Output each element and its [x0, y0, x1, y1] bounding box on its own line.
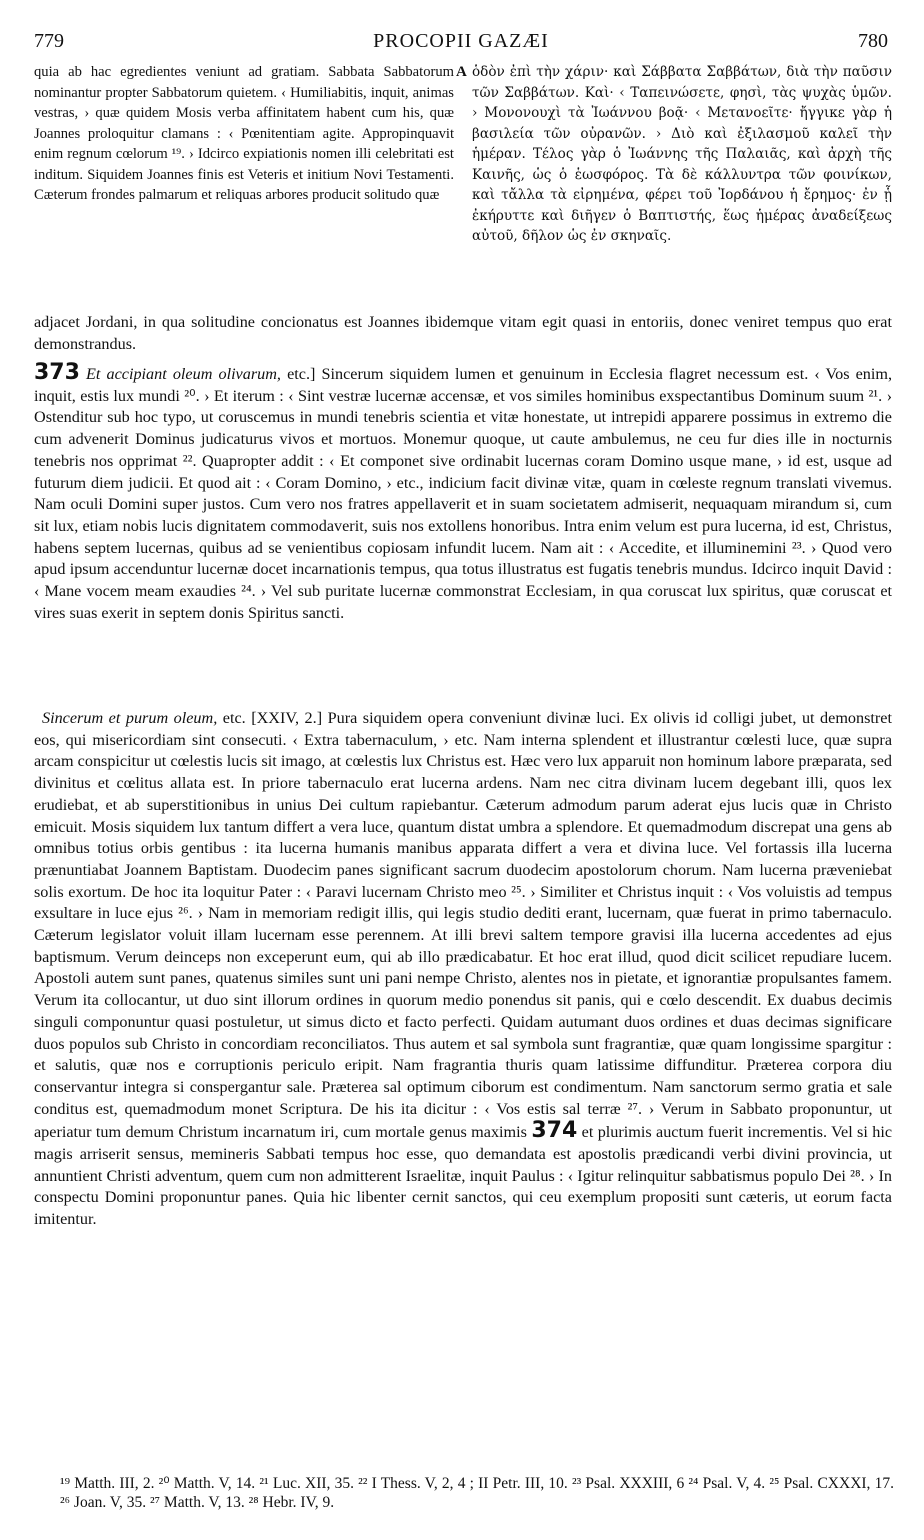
lemma: Sincerum et purum oleum,	[42, 709, 218, 727]
footnotes-text: ¹⁹ Matth. III, 2. ²⁰ Matth. V, 14. ²¹ Luc. XII, 35. ²² I Thess. V, 2, 4 ; II Petr. III, 10. ²³ Psal. XXXIII, 6 ²⁴ Psal. V, 4. ²⁵ Psal. CXXXI, 17. ²⁶ Joan. V, 35. ²⁷ Matth. V, 13. ²⁸ Hebr. IV, 9.	[60, 1475, 894, 1511]
paragraph-text: etc. [XXIV, 2.] Pura siquidem opera conveniunt divinæ luci. Ex olivis id colligi jubet, ut demonstret eos, qui misericordiam sint consecuti. ‹ Extra tabernaculum, › etc. Nam interna splendent et illustrantur cœlesti luce, quæ supra arcam conspicitur ut cœlestis lucis sit imago, at cœlestis lux Christus est. Hæc vero lux apparuit non hominum labore præparata, sed divinitus et cœlitus allata est. In priore tabernaculo erat lucerna ardens. Nam nec citra divinam lucem degebant illi, quos lex erudiebat, et ab superstitionibus in unius Dei cultum rapiebantur. Cæterum admodum parum aderat ejus lucis quæ in Christo emicuit. Mosis siquidem lux tantum differt a vera luce, quantum distat umbra a splendore. Et quemadmodum discrepat una gens ab omnibus totius orbis gentibus : ita lucerna humanis manibus apparata differt a vera et divina luce. Vel fortassis illa lucerna prænuntiabat Joannem Baptistam. Duodecim panes significant sacrum duodecim apostolorum chorum. Nam lucerna præveniebat solis exortum. De hoc ita loquitur Pater : ‹ Paravi lucernam Christo meo ²⁵. › Similiter et Christus inquit : ‹ Vos voluistis ad tempus exsultare in luce ejus ²⁶. › Nam in memoriam redigit illis, qui legis studio dediti erant, lucernam, quæ fuerat in primo tabernaculo. Cæterum legislator voluit illam lucernam esse perennem. At illi brevi saltem tempore gravisi illa lucerna accedentes ad ejus baptismum. Verum deinceps non exceperunt eum, qui ab illo prædicabatur. Et hoc erat illud, quod dicit scilicet repudiare lucem. Apostoli autem sunt panes, quatenus similes sunt uni pani nempe Christo, alentes nos in pietate, et ignorantiæ propulsantes famem. Verum ita collocantur, ut duo sint illorum ordines in quorum medio ponendus sit panis, qui e cœlo descendit. Ex duabus decimis singuli componuntur quasi postuletur, ut simus dicto et facto perfecti. Quidam autumant duos ordines et duas decimas significare duos populos sub Christo in concordiam reconciliatos. Thus autem et sal symbola sunt fragrantiæ, quæ quam longissime spargitur : et salutis, quæ nos e corruptionis periculo eripit. Nam fragrantia thuris quam latissime diffunditur. Præterea corpora diu conservantur integra si conspergantur sale. Præterea sal optimum ciborum est condimentum. Nam sanctorum sermo gratia et sale conditus est, quemadmodum monet Scriptura. De his ita dicitur : ‹ Vos estis sal terræ ²⁷. › Verum in Sabbato proponuntur, ut aperiatur tum demum Christum incarnatum iri, cum mortale genus maximis	[34, 709, 892, 1142]
edition-page-number: 374	[531, 1118, 578, 1144]
page-number-left: 779	[34, 30, 64, 52]
lemma: Et accipiant oleum olivarum,	[86, 365, 281, 383]
latin-column	[34, 62, 454, 206]
footnotes	[60, 1474, 894, 1512]
commentary-paragraph-1	[34, 362, 892, 624]
page-header	[34, 30, 888, 56]
latin-column-text: quia ab hac egredientes veniunt ad gratiam. Sabbata Sabbatorum nominantur propter Sabbatorum quietem. ‹ Humiliabitis, inquit, animas vestras, › quæ quidem Mosis verba affinitatem habent cum his, quæ Joannes proloquitur clamans : ‹ Pœnitentiam agite. Appropinquavit enim regnum cœlorum ¹⁹. › Idcirco expiationis nomen illi celebritati est inditum. Siquidem Joannes finis est Veteris et initium Novi Testamenti. Cæterum frondes palmarum et reliquas arbores producit solitudo quæ	[34, 64, 454, 203]
column-marker: A	[456, 64, 467, 80]
greek-column-text: ὁδὸν ἐπὶ τὴν χάριν· καὶ Σάββατα Σαββάτων, διὰ τὴν παῦσιν τῶν Σαββάτων. Καὶ· ‹ Ταπεινώσετε, φησὶ, τὰς ψυχὰς ὑμῶν. › Μονονουχὶ τὰ Ἰωάννου βοᾷ· ‹ Μετανοεῖτε· ἤγγικε γὰρ ἡ βασιλεία τῶν οὐρανῶν. › Διὸ καὶ ἐξιλασμοῦ καλεῖ τὴν ἡμέραν. Τέλος γὰρ ὁ Ἰωάννης τῆς Παλαιᾶς, καὶ ἀρχὴ τῆς Καινῆς, ὡς ὁ ἑωσφόρος. Τὰ δὲ κάλλυντρα τῶν φοινίκων, καὶ τἄλλα τὰ εἰρημένα, φέρει τοῦ Ἰορδάνου ἡ ἔρημος· ἐν ᾗ ἐκήρυττε καὶ διῆγεν ὁ Βαπτιστής, ἕως ἡμέρας ἀναδείξεως αὐτοῦ, δῆλον ὡς ἐν σκηναῖς.	[472, 64, 892, 244]
lemma-suffix: etc.]	[280, 365, 316, 383]
continuation-paragraph	[34, 312, 892, 355]
paragraph-text: Sincerum siquidem lumen et genuinum in Ecclesia flagret necessum est. ‹ Vos enim, inquit, estis lux mundi ²⁰. › Et iterum : ‹ Sint vestræ lucernæ accensæ, et vos similes hominibus exspectantibus Dominum suum ²¹. › Ostenditur sub hoc typo, ut coruscemus in mundi tenebris scientia et vitæ honestate, ut intrepidi apparere possimus in extremo die cum advenerit Dominus judicaturus vivos et mortuos. Monemur quoque, ut caute ambulemus, ne ceu fur dies ille in nocturnis tenebris nos opprimat ²². Quapropter addit : ‹ Et componet sive ordinabit lucernas coram Domino usque mane, › id est, usque ad futurum diem judicii. Et quod ait : ‹ Coram Domino, › etc., indicium facit divinæ vitæ, quam in cœleste regnum translati vivemus. Nam oculi Domini super justos. Cum vero nos fratres appellaverit et in suam societatem admiserit, nequaquam mirandum si, cum sit lux, etiam nobis lucis dignitatem commodaverit, suis nos extollens honoribus. Intra enim velum est pura lucerna, id est, Christus, habens septem lucernas, quibus ad se venientibus copiosam infundit lucem. Nam ait : ‹ Accedite, et illuminemini ²³. › Quod vero apud ipsum accenduntur lucernæ docet incarnationis tempus, qua totus illustratus est fugatis tenebris mundus. Idcirco inquit David : ‹ Mane vocem meam exaudies ²⁴. › Vel sub puritate lucernæ commonstrat Ecclesiam, in qua coruscat lux spiritus, quæ coruscat et vires suas exerit in septem donis Spiritus sancti.	[34, 365, 893, 622]
two-column-section	[34, 62, 892, 312]
page-number-right: 780	[858, 30, 888, 52]
commentary-paragraph-2	[34, 708, 892, 1231]
running-title: PROCOPII GAZÆI	[373, 30, 549, 52]
edition-page-number: 373	[34, 360, 80, 385]
greek-column	[472, 62, 892, 247]
continuation-text: adjacet Jordani, in qua solitudine concionatus est Joannes ibidemque vitam egit quasi in entoriis, donec veniret tempus quo erat demonstrandus.	[34, 313, 892, 353]
paragraph-text-continued: et plurimis auctum fuerit incrementis. Vel si hic magis arriserit sensus, memineris Sabbati tempus hoc esse, quo demandata est apostolis prædicandi verbi divini provincia, ut annuntient Christi adventum, quem cum non admitterent Israelitæ, inquit Paulus : ‹ Igitur relinquitur sabbatismus populo Dei ²⁸. › In conspectu Domini proponuntur panes. Quia hic libenter cernit sanctos, qui ceu exemplum propositi sunt cæteris, ut eorum facta imitentur.	[34, 1123, 893, 1229]
